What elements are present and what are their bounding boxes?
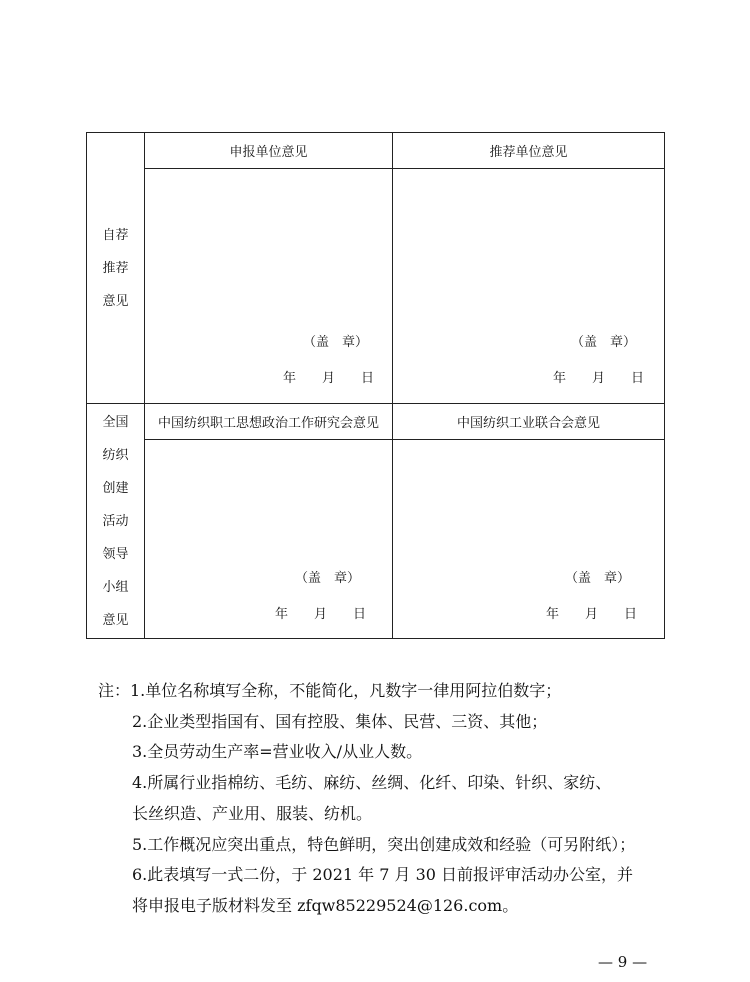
research-society-opinion-field[interactable] <box>145 440 393 639</box>
section1-label-line: 自荐 <box>102 227 129 243</box>
section2-side-label <box>87 404 145 639</box>
section2-label-line: 小组 <box>102 579 129 595</box>
note-line: 5.工作概况应突出重点，特色鲜明，突出创建成效和经验（可另附纸）； <box>132 834 636 854</box>
applicant-opinion-header: 申报单位意见 <box>145 133 393 169</box>
note-line: 6.此表填写一式二份，于 2021 年 7 月 30 日前报评审活动办公室，并 <box>132 865 634 885</box>
section1-label-line: 意见 <box>102 293 129 309</box>
note-line: 2.企业类型指国有、国有控股、集体、民营、三资、其他； <box>132 711 548 731</box>
recommender-opinion-header: 推荐单位意见 <box>393 133 665 169</box>
date-label: 年 月 日 <box>275 607 367 622</box>
opinion-form-table <box>86 132 665 639</box>
federation-opinion-field[interactable] <box>393 440 665 639</box>
federation-opinion-header: 中国纺织工业联合会意见 <box>393 404 665 440</box>
date-label: 年 月 日 <box>283 371 375 386</box>
seal-label: （盖 章） <box>295 571 361 586</box>
seal-label: （盖 章） <box>303 335 369 350</box>
date-label: 年 月 日 <box>546 607 638 622</box>
seal-label: （盖 章） <box>571 335 637 350</box>
page-number: — 9 — <box>598 953 648 971</box>
note-line: 注：1.单位名称填写全称，不能简化，凡数字一律用阿拉伯数字； <box>98 681 562 700</box>
section2-label-line: 纺织 <box>102 447 129 463</box>
note-line: 将申报电子版材料发至 zfqw85229524@126.com。 <box>132 895 519 915</box>
recommender-opinion-field[interactable] <box>393 169 665 404</box>
applicant-opinion-field[interactable] <box>145 169 393 404</box>
section1-label-line: 推荐 <box>102 260 129 276</box>
section2-label-line: 活动 <box>102 513 129 529</box>
section2-label-line: 创建 <box>102 480 129 496</box>
notes-section <box>98 676 668 922</box>
seal-label: （盖 章） <box>565 571 631 586</box>
section2-label-line: 全国 <box>102 414 129 430</box>
section1-side-label <box>87 133 145 404</box>
note-line: 3.全员劳动生产率=营业收入/从业人数。 <box>132 742 423 762</box>
note-line: 4.所属行业指棉纺、毛纺、麻纺、丝绸、化纤、印染、针织、家纺、 <box>132 773 612 793</box>
section2-label-line: 领导 <box>102 546 129 562</box>
section2-label-line: 意见 <box>102 612 129 628</box>
date-label: 年 月 日 <box>553 371 645 386</box>
research-society-opinion-header: 中国纺织职工思想政治工作研究会意见 <box>145 404 393 440</box>
note-line: 长丝织造、产业用、服装、纺机。 <box>132 803 373 823</box>
